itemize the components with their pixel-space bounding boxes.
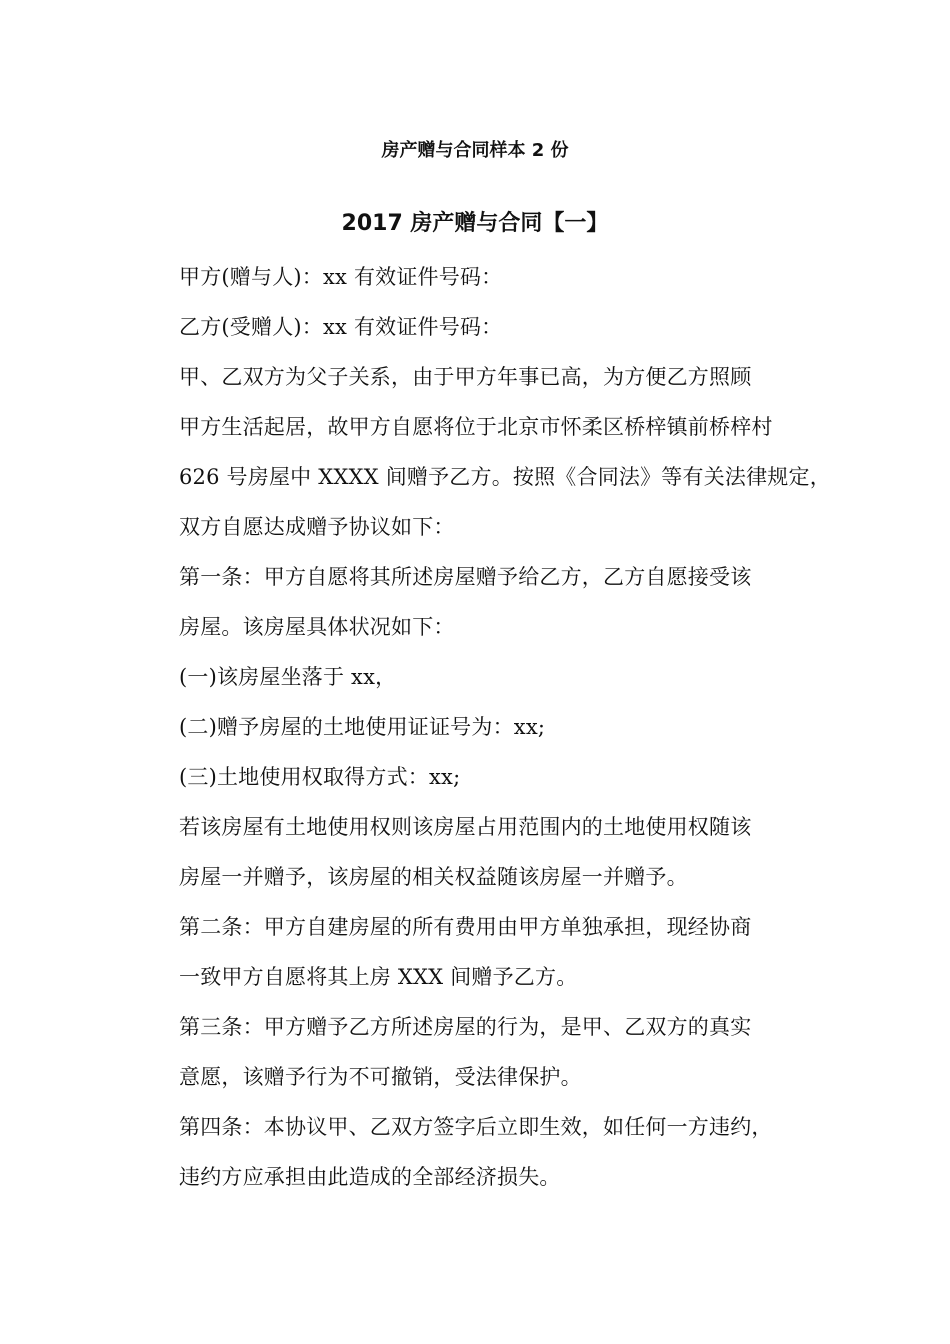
paragraph-line: 意愿，该赠予行为不可撤销，受法律保护。: [179, 1065, 582, 1089]
paragraph-line: (三)土地使用权取得方式：xx;: [179, 765, 461, 789]
paragraph: [145, 902, 815, 1002]
paragraph-line: 乙方(受赠人)：xx 有效证件号码：: [179, 315, 503, 339]
paragraph: [145, 352, 831, 552]
paragraph: [145, 752, 815, 802]
paragraph: [145, 702, 815, 752]
paragraph: [145, 652, 815, 702]
paragraph: [145, 802, 815, 902]
paragraph-line: 一致甲方自愿将其上房 XXX 间赠予乙方。: [179, 965, 578, 989]
paragraph-line: 第四条：本协议甲、乙双方签字后立即生效，如任何一方违约，: [179, 1115, 773, 1139]
section-title: 2017 房产赠与合同【一】: [341, 211, 609, 236]
paragraph-line: 若该房屋有土地使用权则该房屋占用范围内的土地使用权随该: [179, 815, 752, 839]
paragraph: [145, 1102, 815, 1202]
paragraph-line: 房屋。该房屋具体状况如下：: [179, 615, 455, 639]
paragraph: [145, 1002, 815, 1102]
paragraph: [145, 252, 815, 302]
paragraph-line: 甲、乙双方为父子关系，由于甲方年事已高，为方便乙方照顾: [179, 365, 752, 389]
document-title: 房产赠与合同样本 2 份: [381, 140, 569, 161]
paragraph-line: 第二条：甲方自建房屋的所有费用由甲方单独承担，现经协商: [179, 915, 752, 939]
paragraph-line: 房屋一并赠予，该房屋的相关权益随该房屋一并赠予。: [179, 865, 688, 889]
paragraph-line: 甲方生活起居，故甲方自愿将位于北京市怀柔区桥梓镇前桥梓村: [179, 415, 773, 439]
paragraph-line: 甲方(赠与人)：xx 有效证件号码：: [179, 265, 503, 289]
document-body: [145, 252, 831, 1202]
paragraph-line: 第一条：甲方自愿将其所述房屋赠予给乙方，乙方自愿接受该: [179, 565, 752, 589]
paragraph-line: 违约方应承担由此造成的全部经济损失。: [179, 1165, 561, 1189]
paragraph-line: (二)赠予房屋的土地使用证证号为：xx;: [179, 715, 546, 739]
paragraph-line: 626 号房屋中 XXXX 间赠予乙方。按照《合同法》等有关法律规定，: [179, 465, 831, 489]
paragraph-line: (一)该房屋坐落于 xx，: [179, 665, 397, 689]
paragraph-line: 双方自愿达成赠予协议如下：: [179, 515, 455, 539]
paragraph-line: 第三条：甲方赠予乙方所述房屋的行为，是甲、乙双方的真实: [179, 1015, 752, 1039]
paragraph: [145, 302, 815, 352]
paragraph: [145, 552, 815, 652]
